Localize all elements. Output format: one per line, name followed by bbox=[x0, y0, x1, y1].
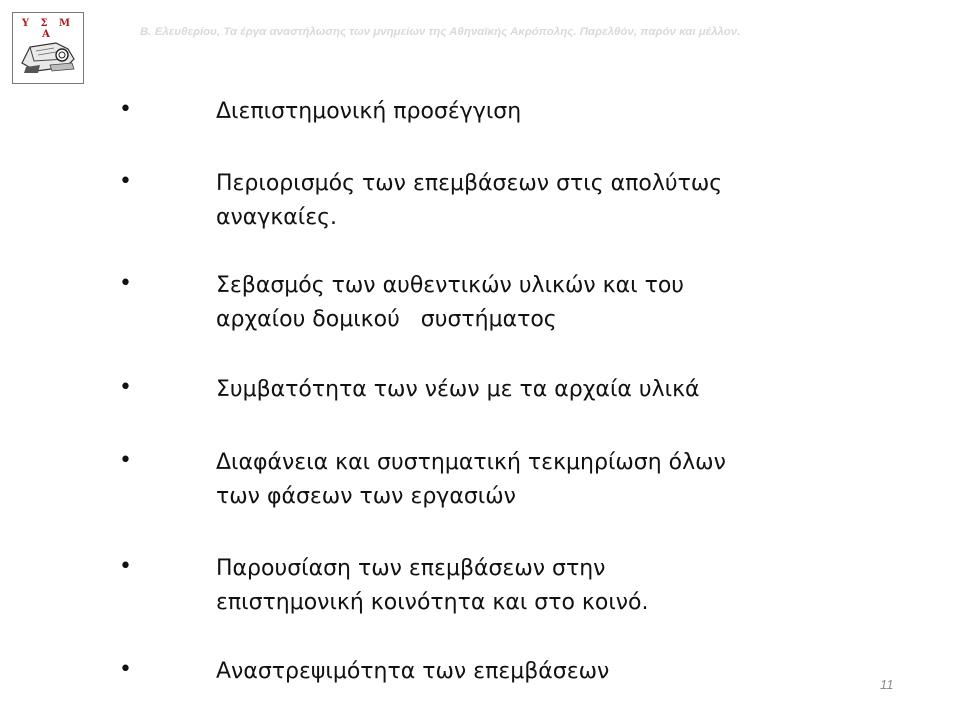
list-item-text: Αναστρεψιμότητα των επεμβάσεων bbox=[216, 659, 610, 684]
bullet-icon: • bbox=[119, 375, 132, 400]
logo-letters: Υ Σ Μ Α bbox=[21, 18, 75, 40]
bullet-icon: • bbox=[119, 554, 132, 579]
list-item-text: Διαφάνεια και συστηματική τεκμηρίωση όλων των φάσεων των εργασιών bbox=[216, 450, 726, 509]
page-number: 11 bbox=[880, 677, 894, 692]
list-item-text: Συμβατότητα των νέων με τα αρχαία υλικά bbox=[216, 377, 700, 402]
list-item-text: Περιορισμός των επεμβάσεων στις απολύτως αναγκαίες. bbox=[216, 171, 723, 230]
list-item-text: Σεβασμός των αυθεντικών υλικών και του αρχαίου δομικού συστήματος bbox=[216, 273, 685, 332]
bullet-icon: • bbox=[119, 448, 132, 473]
bullet-icon: • bbox=[119, 97, 132, 122]
list-item-text: Διεπιστημονική προσέγγιση bbox=[216, 99, 522, 124]
header-caption: Β. Ελευθερίου, Τα έργα αναστήλωσης των μνημείων της Αθηναϊκής Ακρόπολης. Παρελθόν, παρόν και μέλλον. bbox=[140, 26, 741, 38]
bullet-icon: • bbox=[119, 169, 132, 194]
list-item-text: Παρουσίαση των επεμβάσεων στην επιστημονική κοινότητα και στο κοινό. bbox=[216, 556, 649, 615]
bullet-icon: • bbox=[119, 657, 132, 682]
bullet-icon: • bbox=[119, 271, 132, 296]
